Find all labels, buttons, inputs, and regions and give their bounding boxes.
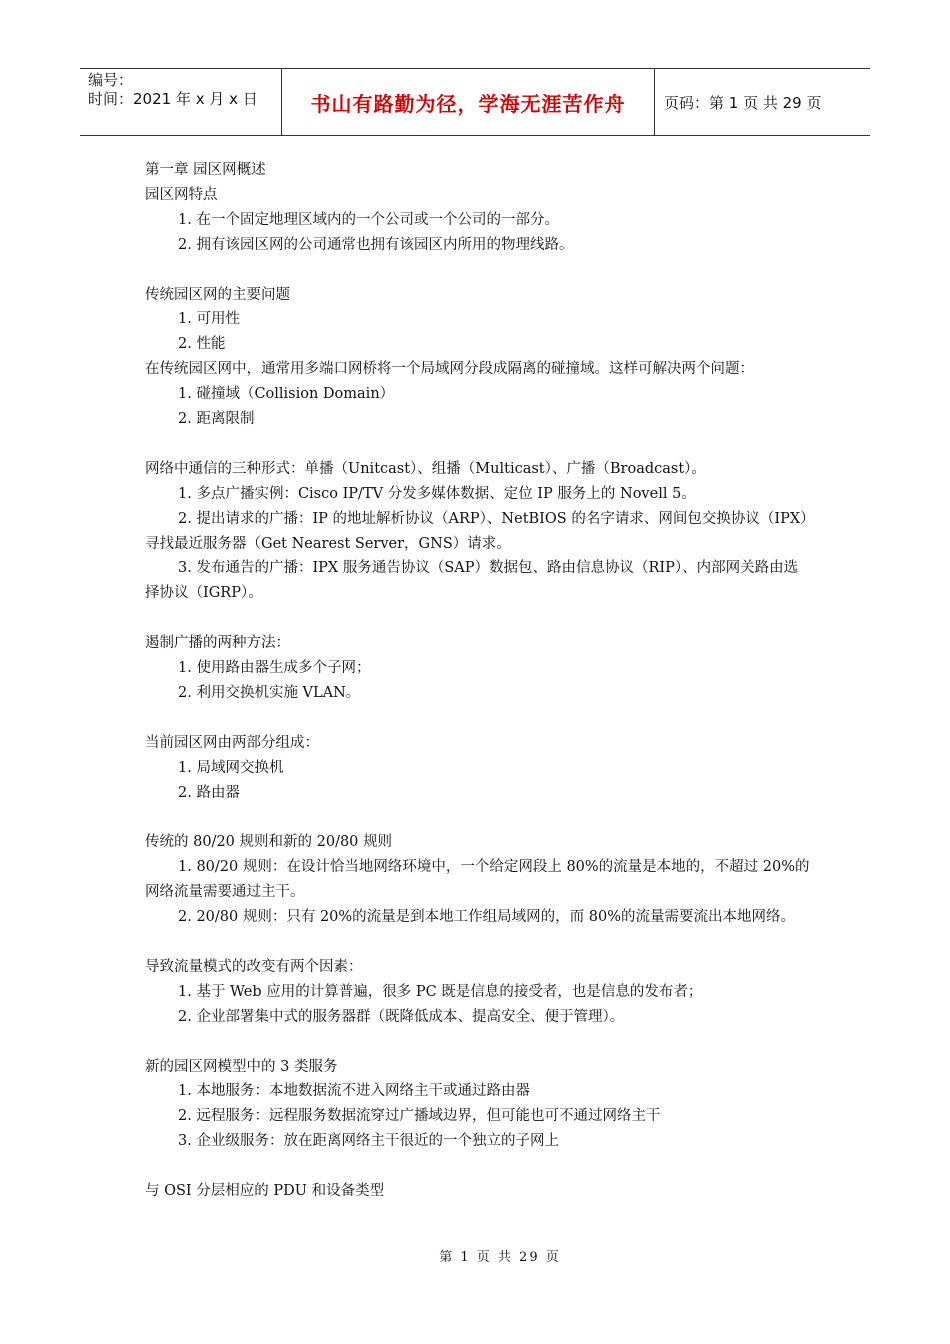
section-title: 遏制广播的两种方法： <box>145 635 290 652</box>
section-title: 传统的 80/20 规则和新的 20/80 规则 <box>145 834 393 851</box>
footer-page-number: 第 1 页 共 29 页 <box>439 1250 561 1265</box>
document-header <box>80 68 870 136</box>
list-item: 1. 可用性 <box>178 311 240 328</box>
date-label: 时间：2021 年 x 月 x 日 <box>88 90 258 108</box>
list-item: 2. 性能 <box>178 336 226 353</box>
list-item: 1. 基于 Web 应用的计算普遍，很多 PC 既是信息的接受者，也是信息的发布者； <box>178 983 703 1000</box>
page-info: 页码：第 1 页 共 29 页 <box>664 93 822 112</box>
list-item: 1. 多点广播实例：Cisco IP/TV 分发多媒体数据、定位 IP 服务上的 Novell 5。 <box>178 485 696 502</box>
code-label: 编号： <box>88 71 134 89</box>
header-meta-cell <box>80 69 282 135</box>
section-title: 当前园区网由两部分组成： <box>145 734 319 751</box>
section-title: 导致流量模式的改变有两个因素： <box>145 958 363 975</box>
page-footer <box>0 1246 950 1265</box>
list-item: 2. 企业部署集中式的服务器群（既降低成本、提高安全、便于管理）。 <box>178 1008 625 1025</box>
list-item: 1. 在一个固定地理区域内的一个公司或一个公司的一部分。 <box>178 211 559 228</box>
list-item: 2. 拥有该园区网的公司通常也拥有该园区内所用的物理线路。 <box>178 236 574 253</box>
header-page-cell <box>655 69 870 135</box>
list-item: 2. 路由器 <box>178 784 240 801</box>
section-title: 传统园区网的主要问题 <box>145 286 290 303</box>
motto-text: 书山有路勤为径，学海无涯苦作舟 <box>310 91 626 116</box>
chapter-title: 第一章 园区网概述 <box>145 162 266 178</box>
list-item: 2. 远程服务：远程服务数据流穿过广播域边界，但可能也可不通过网络主干 <box>178 1108 661 1125</box>
paragraph: 在传统园区网中，通常用多端口网桥将一个局域网分段成隔离的碰撞域。这样可解决两个问题： <box>145 361 754 378</box>
list-item: 1. 局域网交换机 <box>178 759 284 776</box>
list-item: 1. 本地服务：本地数据流不进入网络主干或通过路由器 <box>178 1083 530 1100</box>
section-title: 网络中通信的三种形式：单播（Unitcast）、组播（Multicast）、广播（Broadcast）。 <box>145 460 706 477</box>
list-item: 1. 80/20 规则：在设计恰当地网络环境中，一个给定网段上 80%的流量是本地的，不超过 20%的网络流量需要通过主干。 <box>145 859 810 901</box>
section-title: 与 OSI 分层相应的 PDU 和设备类型 <box>145 1183 385 1200</box>
list-item: 3. 企业级服务：放在距离网络主干很近的一个独立的子网上 <box>178 1133 559 1150</box>
list-item: 2. 利用交换机实施 VLAN。 <box>178 684 361 701</box>
list-item: 1. 碰撞域（Collision Domain） <box>178 386 395 403</box>
list-item: 1. 使用路由器生成多个子网； <box>178 660 371 677</box>
section-title: 新的园区网模型中的 3 类服务 <box>145 1058 338 1075</box>
header-motto-cell <box>282 69 655 135</box>
section-title: 园区网特点 <box>145 186 218 203</box>
list-item: 2. 提出请求的广播：IP 的地址解析协议（ARP）、NetBIOS 的名字请求、网间包交换协议（IPX）寻找最近服务器（Get Nearest Server，GNS）请求。 <box>145 510 808 552</box>
list-item: 3. 发布通告的广播：IPX 服务通告协议（SAP）数据包、路由信息协议（RIP）、内部网关路由选择协议（IGRP）。 <box>145 560 799 602</box>
document-body <box>145 158 810 1204</box>
list-item: 2. 距离限制 <box>178 411 255 428</box>
list-item: 2. 20/80 规则：只有 20%的流量是到本地工作组局域网的，而 80%的流量需要流出本地网络。 <box>178 909 796 926</box>
